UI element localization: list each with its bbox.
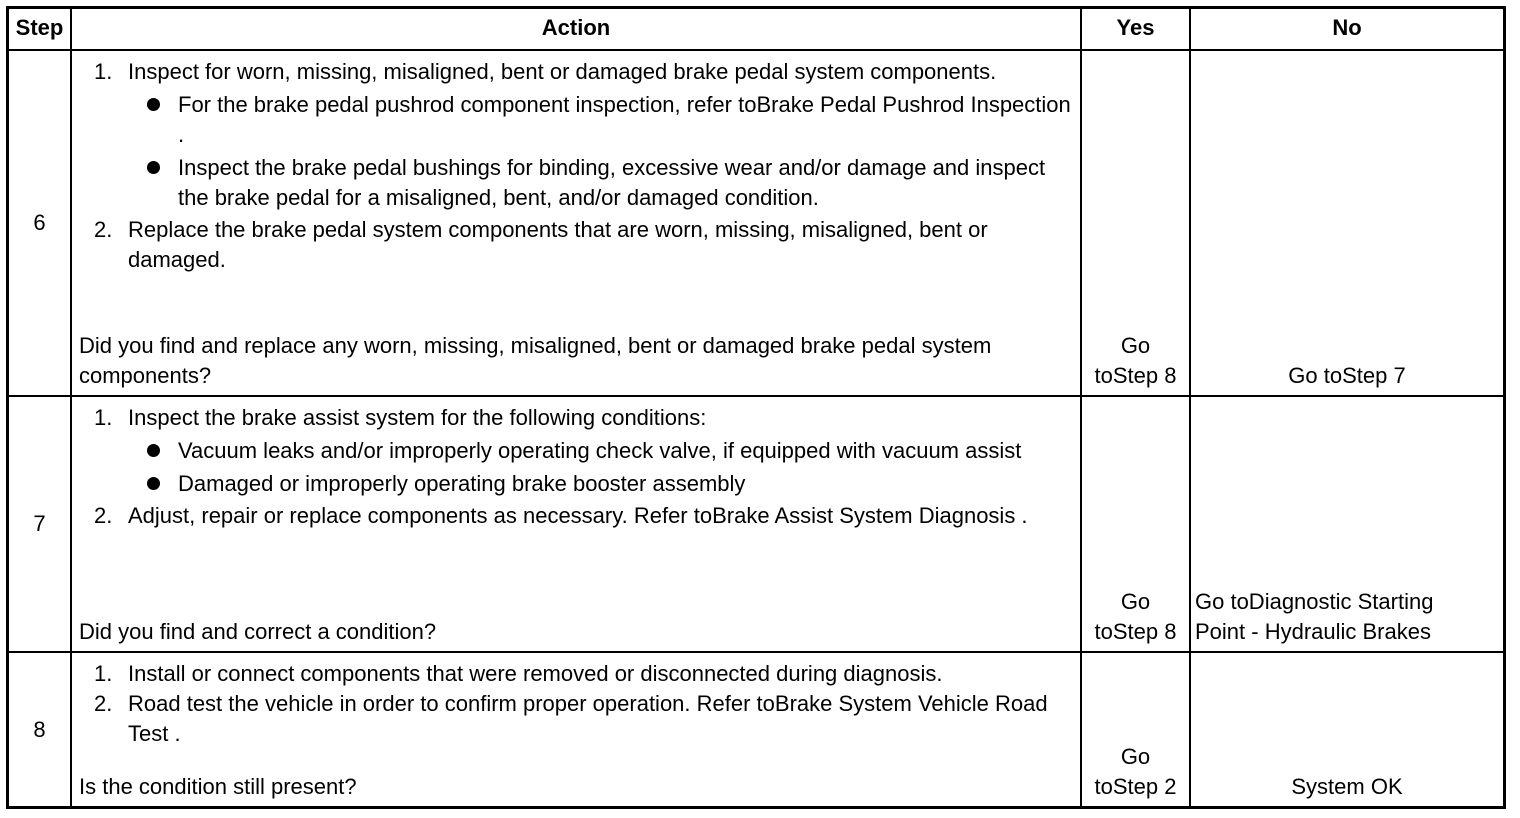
list-text: Install or connect components that were removed or disconnected during diagnosis. <box>128 661 943 686</box>
bullet-icon <box>147 161 160 174</box>
bullet-icon <box>147 444 160 457</box>
bullet-text: For the brake pedal pushrod component inspection, refer toBrake Pedal Pushrod Inspection . <box>178 92 1071 147</box>
bullet-item <box>79 436 1074 466</box>
bullet-text: Damaged or improperly operating brake booster assembly <box>178 471 746 496</box>
list-number: 1. <box>94 661 113 686</box>
step-number: 8 <box>33 716 46 742</box>
bullet-text: Vacuum leaks and/or improperly operating check valve, if equipped with vacuum assist <box>178 438 1022 463</box>
step-cell <box>9 397 72 651</box>
bullet-icon <box>147 477 160 490</box>
list-item <box>79 659 1074 689</box>
table-row-step-8 <box>9 653 1503 806</box>
question-text: Is the condition still present? <box>79 774 357 799</box>
list-text: Adjust, repair or replace components as necessary. Refer toBrake Assist System Diagnosis . <box>128 503 1028 528</box>
no-answer: Go toStep 7 <box>1288 363 1406 388</box>
yes-answer: Go toStep 8 <box>1094 589 1177 644</box>
yes-cell <box>1082 397 1191 651</box>
list-item <box>79 689 1074 749</box>
list-number: 2. <box>94 691 113 716</box>
table-row-step-7 <box>9 397 1503 653</box>
list-text: Road test the vehicle in order to confirm proper operation. Refer toBrake System Vehicle Road Test . <box>128 691 1048 746</box>
bullet-item <box>79 469 1074 499</box>
table-row-step-6 <box>9 51 1503 397</box>
step-number: 6 <box>33 210 46 235</box>
bullet-item <box>79 153 1074 213</box>
list-text: Replace the brake pedal system components that are worn, missing, misaligned, bent or damaged. <box>128 217 988 272</box>
list-number: 1. <box>94 405 113 430</box>
no-answer: Go toDiagnostic Starting Point - Hydraulic Brakes <box>1195 589 1434 644</box>
list-text: Inspect the brake assist system for the following conditions: <box>128 405 707 430</box>
yes-answer: Go toStep 2 <box>1094 744 1177 799</box>
list-number: 1. <box>94 59 113 84</box>
table-header-row <box>9 9 1503 51</box>
header-step: Step <box>9 9 72 49</box>
list-text: Inspect for worn, missing, misaligned, bent or damaged brake pedal system components. <box>128 59 997 84</box>
action-cell <box>72 653 1082 806</box>
list-number: 2. <box>94 217 113 242</box>
no-cell <box>1191 397 1503 651</box>
no-cell <box>1191 653 1503 806</box>
question-text: Did you find and correct a condition? <box>79 619 437 644</box>
step-cell <box>9 653 72 806</box>
list-item <box>79 57 1074 87</box>
yes-cell <box>1082 653 1191 806</box>
no-cell <box>1191 51 1503 395</box>
list-item <box>79 215 1074 275</box>
bullet-text: Inspect the brake pedal bushings for binding, excessive wear and/or damage and inspect the brake pedal for a misaligned, bent, and/or damaged condition. <box>178 155 1046 210</box>
bullet-item <box>79 90 1074 150</box>
yes-cell <box>1082 51 1191 395</box>
no-answer: System OK <box>1291 774 1403 799</box>
diagnostic-table <box>6 6 1506 809</box>
action-cell <box>72 51 1082 395</box>
bullet-icon <box>147 98 160 111</box>
yes-answer: Go toStep 8 <box>1094 333 1177 388</box>
action-cell <box>72 397 1082 651</box>
header-action: Action <box>72 9 1082 49</box>
list-item <box>79 501 1074 531</box>
step-cell <box>9 51 72 395</box>
header-no: No <box>1332 15 1362 40</box>
list-number: 2. <box>94 503 113 528</box>
header-yes: Yes <box>1082 9 1191 49</box>
list-item <box>79 403 1074 433</box>
question-text: Did you find and replace any worn, missing, misaligned, bent or damaged brake pedal system components? <box>79 333 992 388</box>
step-number: 7 <box>33 511 46 536</box>
